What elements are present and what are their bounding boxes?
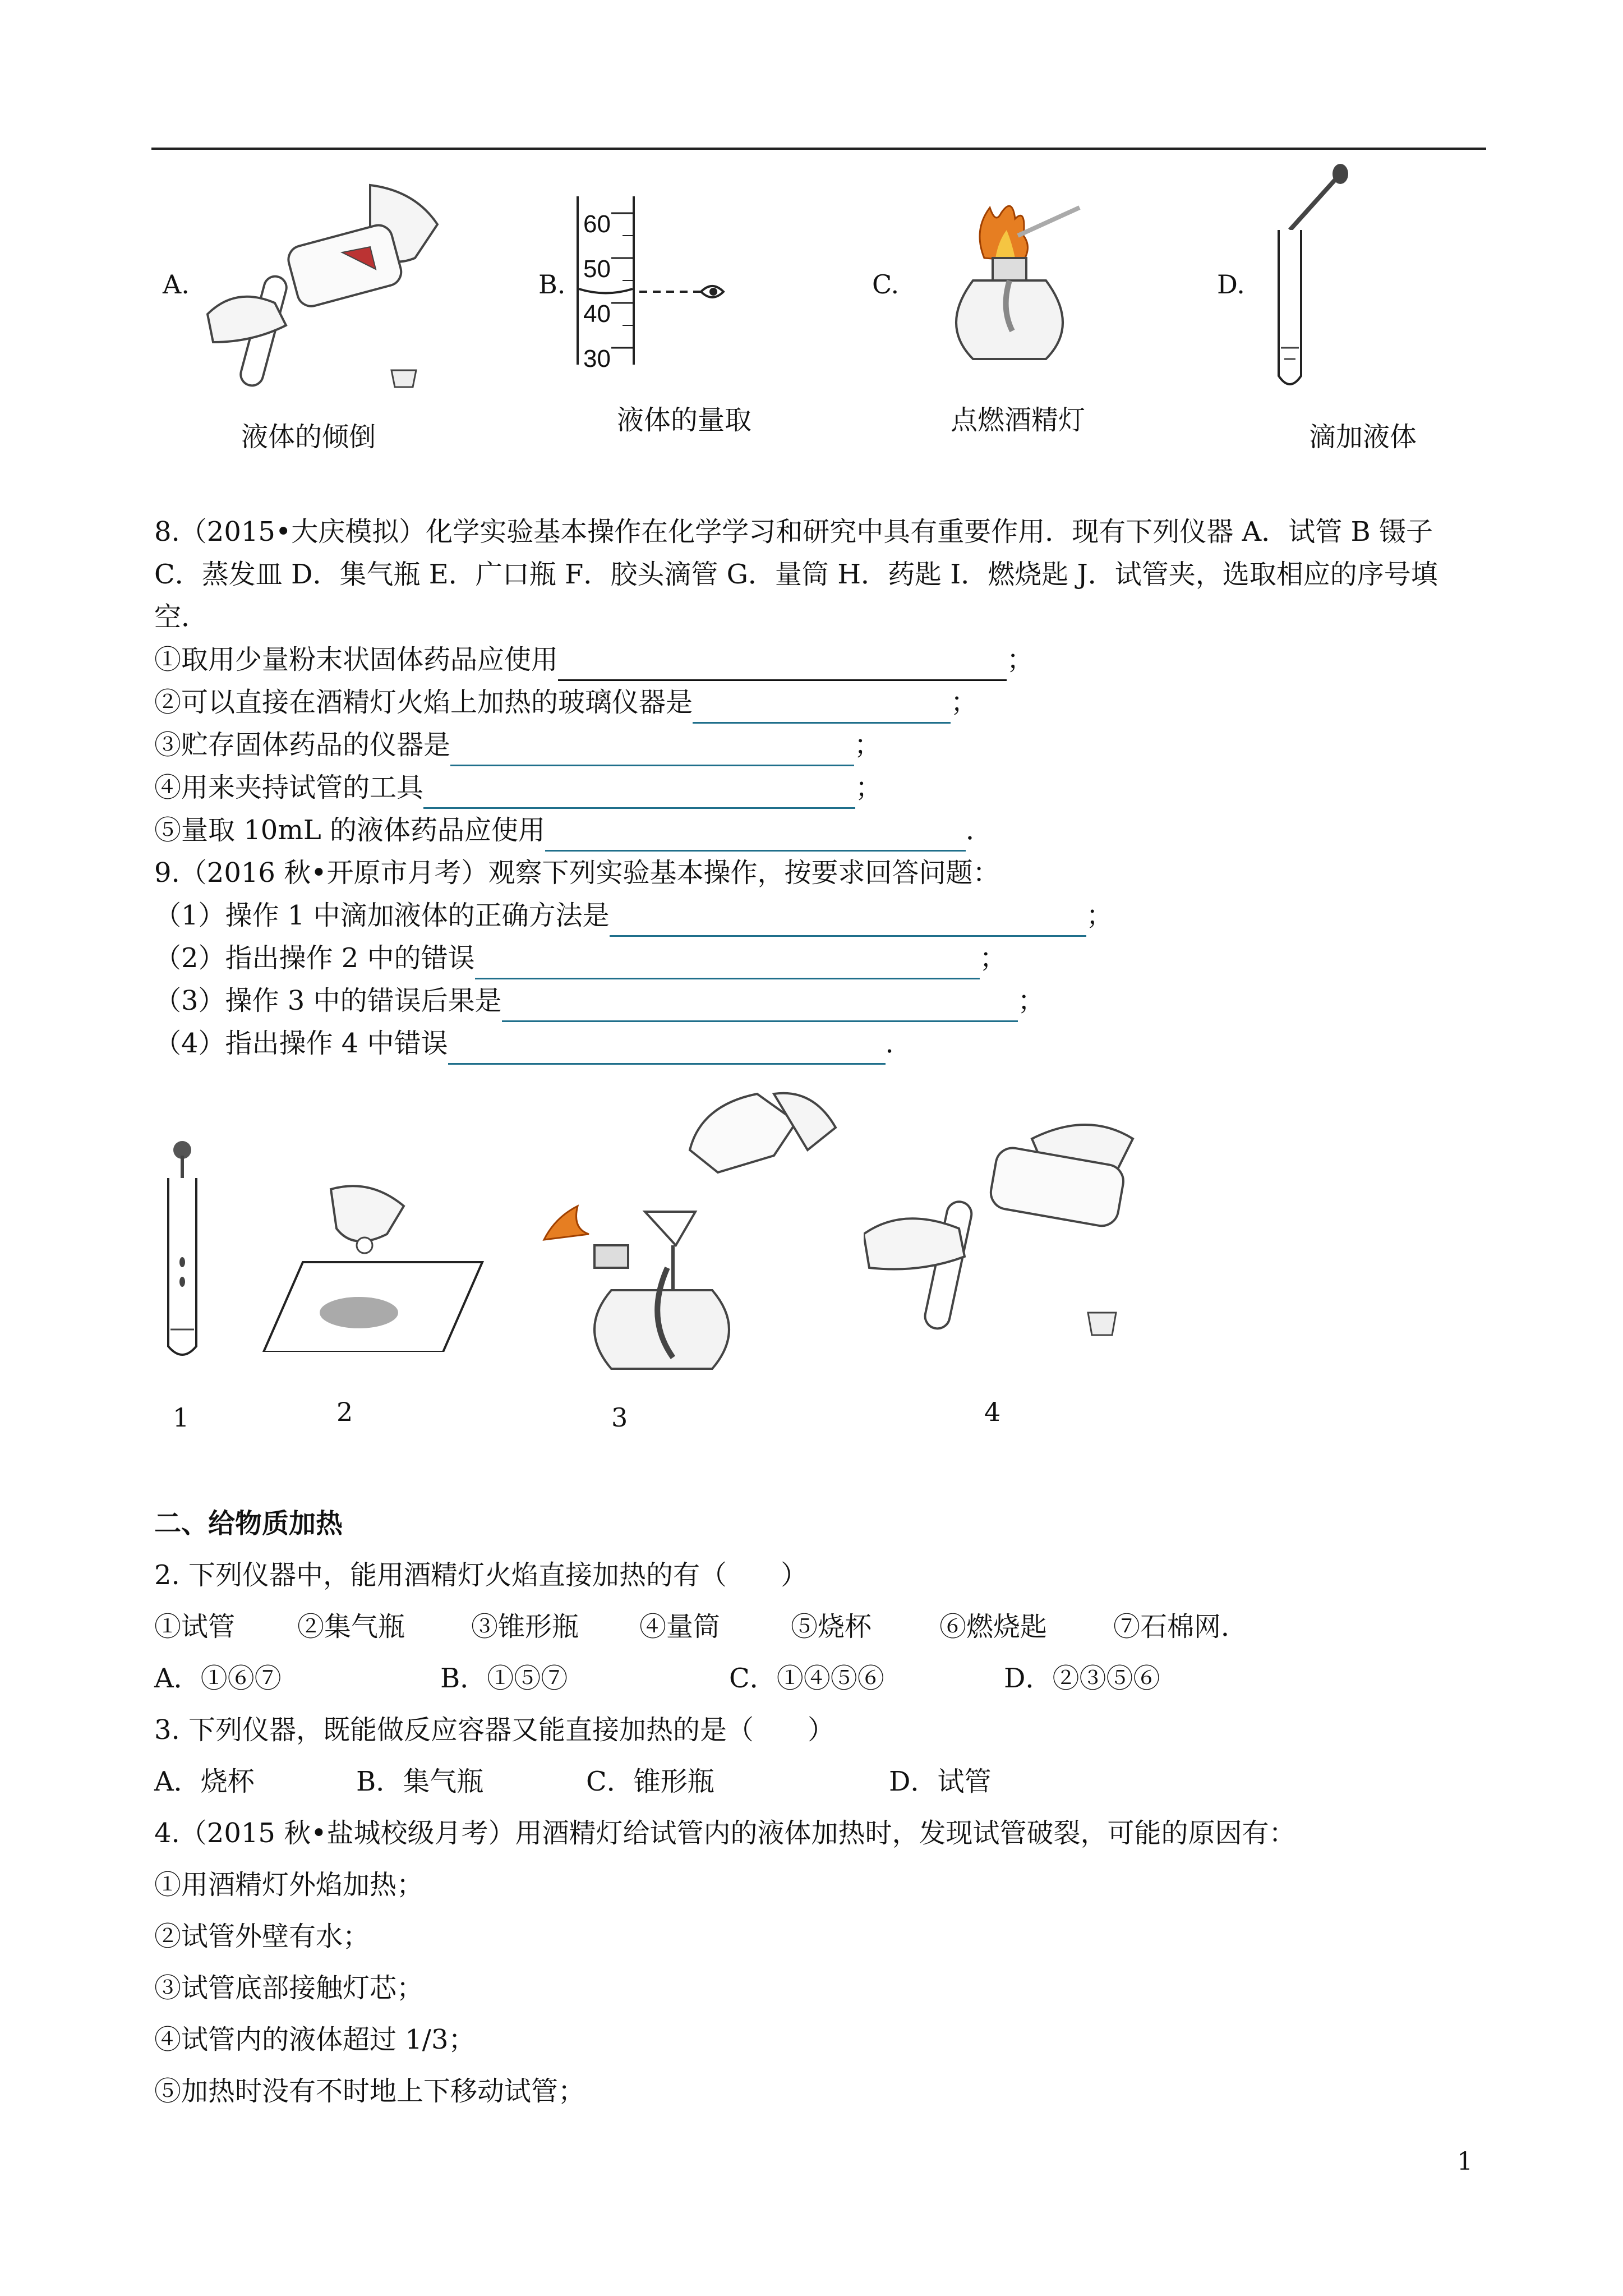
q9-item-4: （4）指出操作 4 中错误 ． <box>154 1022 1489 1065</box>
figure-d-letter: D. <box>1217 269 1245 300</box>
q8-stem-line-3: 空． <box>154 601 209 633</box>
answer-blank[interactable] <box>448 1032 886 1065</box>
option[interactable]: C．锥形瓶 <box>586 1766 714 1797</box>
q4-stem: 4.（2015 秋•盐城校级月考）用酒精灯给试管内的液体加热时，发现试管破裂，可能的原因有： <box>154 1818 1296 1849</box>
scale-label: 40 <box>583 300 611 328</box>
q9-item-2: （2）指出操作 2 中的错误 ； <box>154 937 1489 979</box>
q2-stem: 2. 下列仪器中，能用酒精灯火焰直接加热的有（ ） <box>154 1559 808 1591</box>
q2-item: ③锥形瓶 <box>471 1611 579 1642</box>
dropper-test-tube-illustration <box>1256 163 1357 398</box>
section-heating <box>154 1498 1489 2117</box>
figure-d <box>1206 163 1520 466</box>
q8-item-4: ④用来夹持试管的工具 ； <box>154 766 1489 809</box>
question-8 <box>154 510 1489 1065</box>
option[interactable]: B．①⑤⑦ <box>440 1663 568 1694</box>
page-number: 1 <box>1457 2147 1473 2176</box>
scale-label: 50 <box>583 255 611 283</box>
option[interactable]: D．试管 <box>889 1766 992 1797</box>
lamp-filling-illustration <box>533 1083 847 1374</box>
pouring-liquid-illustration <box>202 174 460 398</box>
stopper-icon <box>387 365 421 393</box>
q8-item-3: ③贮存固体药品的仪器是 ； <box>154 724 1489 766</box>
q2-item: ⑤烧杯 <box>791 1611 872 1642</box>
q4-item: ③试管底部接触灯芯； <box>154 1972 424 2004</box>
operation-1 <box>151 1083 219 1442</box>
pouring-into-tube-illustration <box>864 1105 1178 1374</box>
q8-item-1: ①取用少量粉末状固体药品应使用 ； <box>154 638 1489 681</box>
q9-item-1: （1）操作 1 中滴加液体的正确方法是 ； <box>154 894 1489 937</box>
figure-c-letter: C. <box>872 269 900 300</box>
operation-figures <box>151 1083 1217 1442</box>
answer-blank[interactable] <box>545 818 966 852</box>
operation-3 <box>533 1083 847 1442</box>
q3-stem: 3. 下列仪器，既能做反应容器又能直接加热的是（ ） <box>154 1714 835 1746</box>
scale-label: 30 <box>583 345 611 372</box>
q8-stem-line-2: C．蒸发皿 D．集气瓶 E．广口瓶 F．胶头滴管 G．量筒 H．药匙 I．燃烧匙 J．试管夹，选取相应的序号填 <box>154 559 1438 590</box>
figure-a <box>151 163 465 466</box>
header-rule <box>151 148 1486 150</box>
q2-item: ⑦石棉网． <box>1113 1611 1248 1642</box>
q3-options <box>154 1756 1489 1807</box>
figure-c-caption: 点燃酒精灯 <box>950 404 1085 436</box>
operation-3-label: 3 <box>611 1402 628 1433</box>
q4-item: ④试管内的液体超过 1/3； <box>154 2024 476 2055</box>
figure-c <box>861 163 1175 466</box>
answer-blank[interactable] <box>502 989 1018 1022</box>
dropper-in-tube-illustration <box>157 1139 208 1363</box>
top-figures <box>151 163 1486 466</box>
operation-4-label: 4 <box>984 1397 1001 1427</box>
cylinder-scale <box>583 202 611 381</box>
alcohol-lamp-illustration <box>934 196 1091 376</box>
figure-a-letter: A. <box>163 269 190 300</box>
q2-item: ②集气瓶 <box>297 1611 405 1642</box>
answer-blank[interactable] <box>423 776 855 809</box>
operation-2-label: 2 <box>336 1397 353 1427</box>
figure-b-letter: B. <box>538 269 566 300</box>
figure-b-caption: 液体的量取 <box>616 404 751 436</box>
scale-label: 60 <box>583 210 611 238</box>
option[interactable]: C．①④⑤⑥ <box>729 1663 884 1694</box>
option[interactable]: B．集气瓶 <box>356 1766 484 1797</box>
figure-b <box>527 163 841 466</box>
answer-blank[interactable] <box>558 648 1007 681</box>
q4-item: ①用酒精灯外焰加热； <box>154 1869 424 1901</box>
answer-blank[interactable] <box>475 946 980 979</box>
option[interactable]: D．②③⑤⑥ <box>1004 1663 1160 1694</box>
q2-item: ④量筒 <box>639 1611 721 1642</box>
powder-on-paper-illustration <box>258 1184 494 1352</box>
answer-blank[interactable] <box>693 691 951 724</box>
q2-item: ⑥燃烧匙 <box>939 1611 1048 1642</box>
operation-1-label: 1 <box>173 1402 190 1433</box>
q8-item-2: ②可以直接在酒精灯火焰上加热的玻璃仪器是 ； <box>154 681 1489 724</box>
answer-blank[interactable] <box>610 904 1086 937</box>
q2-items <box>154 1601 1489 1653</box>
q4-item: ⑤加热时没有不时地上下移动试管； <box>154 2076 585 2107</box>
q9-item-3: （3）操作 3 中的错误后果是 ； <box>154 979 1489 1022</box>
section-title: 二、给物质加热 <box>154 1508 343 1539</box>
q9-stem: 9.（2016 秋•开原市月考）观察下列实验基本操作，按要求回答问题： <box>154 857 1000 889</box>
q2-options <box>154 1653 1489 1704</box>
eye-icon <box>639 275 729 309</box>
q2-item: ①试管 <box>154 1611 236 1642</box>
operation-4 <box>864 1083 1178 1442</box>
option[interactable]: A．①⑥⑦ <box>154 1663 282 1694</box>
option[interactable]: A．烧杯 <box>154 1766 255 1797</box>
q8-item-5: ⑤量取 10mL 的液体药品应使用 ． <box>154 809 1489 852</box>
q4-item: ②试管外壁有水； <box>154 1921 370 1952</box>
answer-blank[interactable] <box>450 733 854 766</box>
figure-d-caption: 滴加液体 <box>1308 421 1417 453</box>
figure-a-caption: 液体的倾倒 <box>241 421 376 453</box>
operation-2 <box>258 1083 494 1442</box>
q8-stem-line-1: 8.（2015•大庆模拟）化学实验基本操作在化学学习和研究中具有重要作用．现有下列仪器 A．试管 B 镊子 <box>154 516 1433 547</box>
